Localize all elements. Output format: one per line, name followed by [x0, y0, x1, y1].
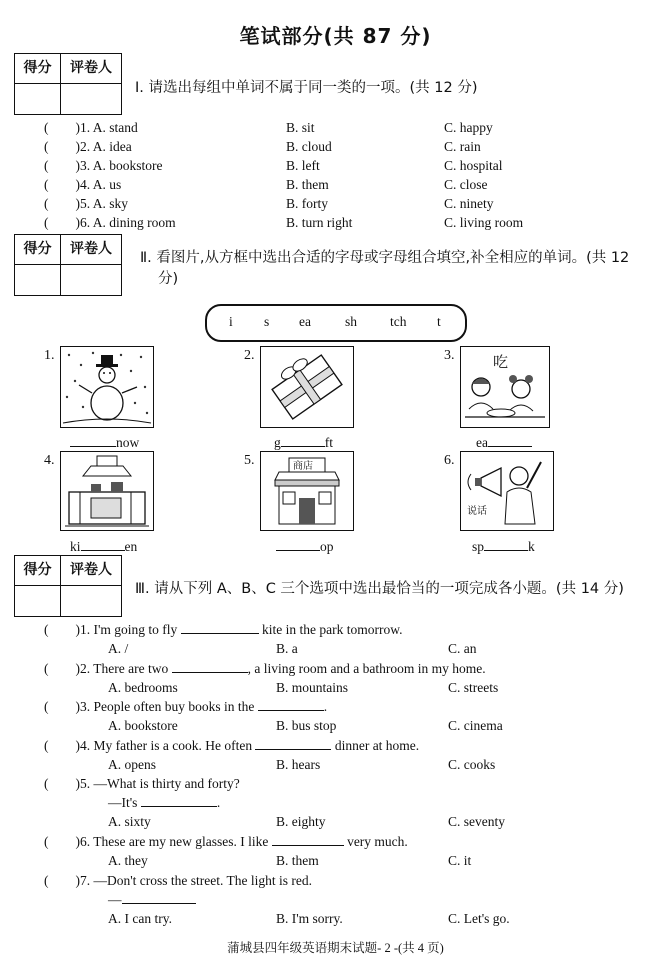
snowman-icon: [61, 347, 153, 427]
answer-blank[interactable]: [141, 806, 217, 807]
item3-word: ea: [476, 433, 532, 452]
answer-blank[interactable]: [255, 749, 331, 750]
option-a: A. they: [108, 853, 148, 868]
question-option-c: C. hospital: [444, 158, 503, 173]
score-input[interactable]: [15, 84, 61, 114]
question-option-a: ( )2. A. idea: [44, 139, 132, 154]
option-b: B. hears: [276, 757, 321, 772]
question-stem: [44, 774, 240, 793]
answer-blank[interactable]: [272, 845, 344, 846]
option-c: C. cooks: [448, 757, 496, 772]
item-number: 3.: [444, 348, 455, 363]
question-option-a: ( )4. A. us: [44, 177, 122, 192]
question-stem: [44, 659, 486, 678]
speak-caption: 说话: [467, 506, 487, 517]
letter-option: tch: [390, 314, 407, 329]
answer-blank[interactable]: [276, 550, 320, 551]
item-number: 6.: [444, 453, 455, 468]
answer-blank[interactable]: [172, 672, 248, 673]
section2-heading-line2: 分): [158, 271, 179, 287]
option-c: C. cinema: [448, 718, 503, 733]
answer-blank[interactable]: [281, 446, 325, 447]
answer-blank[interactable]: [122, 903, 196, 904]
item6-word: sp k: [472, 539, 535, 554]
section3-heading: Ⅲ. 请从下列 A、B、C 三个选项中选出最恰当的一项完成各小题。(共 14 分): [135, 581, 624, 597]
snowman-picture: [60, 346, 154, 428]
option-b: B. I'm sorry.: [276, 911, 343, 926]
section1-heading: Ⅰ. 请选出每组中单词不属于同一类的一项。(共 12 分): [135, 80, 478, 96]
score-label: 得分: [15, 556, 61, 586]
question-response-line: [108, 793, 220, 812]
question-stem: [44, 871, 312, 890]
answer-blank[interactable]: [488, 446, 532, 447]
letter-options-box: [205, 304, 467, 342]
option-a: A. /: [108, 641, 129, 656]
option-a: A. bedrooms: [108, 680, 178, 695]
item1-word: now: [70, 433, 139, 452]
item2-word: g ft: [274, 435, 333, 450]
score-input[interactable]: [15, 586, 61, 616]
answer-blank[interactable]: [484, 550, 528, 551]
letter-option: t: [437, 314, 441, 329]
option-a: A. bookstore: [108, 718, 178, 733]
option-c: C. it: [448, 853, 472, 868]
gift-box-icon: [261, 347, 353, 427]
score-box-2: [14, 234, 122, 296]
kitchen-icon: [61, 452, 153, 530]
shop-building-icon: [261, 452, 353, 530]
grader-input[interactable]: [61, 265, 121, 295]
question-option-b: B. them: [286, 177, 329, 192]
score-label: 得分: [15, 54, 61, 84]
kitchen-picture: [60, 451, 154, 531]
stem-text: ( )5. —What is thirty and forty?: [44, 776, 240, 791]
stem-text: —: [108, 892, 122, 907]
question-stem: [44, 832, 408, 851]
stem-text: ( )3. People often buy books in the: [44, 699, 255, 714]
page-footer: 蒲城县四年级英语期末试题- 2 -(共 4 页): [227, 941, 444, 955]
question-option-b: B. cloud: [286, 139, 332, 154]
stem-text: .: [216, 795, 221, 810]
question-option-a: ( )1. A. stand: [44, 120, 138, 135]
grader-label: 评卷人: [61, 54, 121, 84]
stem-text: ( )6. These are my new glasses. I like: [44, 834, 269, 849]
question-option-b: B. sit: [286, 120, 315, 135]
score-box-3: [14, 555, 122, 617]
option-c: C. an: [448, 641, 477, 656]
option-c: C. seventy: [448, 814, 505, 829]
speaking-picture: [460, 451, 554, 531]
stem-text: ( )2. There are two: [44, 661, 169, 676]
question-option-b: B. left: [286, 158, 320, 173]
grader-label: 评卷人: [61, 556, 121, 586]
option-a: A. sixty: [108, 814, 151, 829]
option-b: B. eighty: [276, 814, 326, 829]
score-box-1: [14, 53, 122, 115]
question-stem: [44, 620, 403, 639]
stem-text: ( )4. My father is a cook. He often: [44, 738, 253, 753]
question-option-c: C. living room: [444, 215, 524, 230]
stem-text: .: [323, 699, 328, 714]
eat-caption: 吃: [493, 353, 509, 371]
option-a: A. opens: [108, 757, 156, 772]
question-option-c: C. happy: [444, 120, 493, 135]
question-option-b: B. turn right: [286, 215, 353, 230]
option-c: C. streets: [448, 680, 499, 695]
option-b: B. bus stop: [276, 718, 337, 733]
grader-input[interactable]: [61, 586, 121, 616]
letter-option: s: [264, 314, 270, 329]
eating-picture: [460, 346, 550, 428]
stem-text: kite in the park tomorrow.: [262, 622, 403, 637]
question-option-c: C. close: [444, 177, 488, 192]
answer-blank[interactable]: [258, 710, 324, 711]
item-number: 2.: [244, 348, 255, 363]
shop-picture: [260, 451, 354, 531]
megaphone-speaker-icon: [461, 452, 553, 530]
answer-blank[interactable]: [81, 550, 125, 551]
question-option-b: B. forty: [286, 196, 328, 211]
children-eating-icon: [461, 347, 549, 427]
option-a: A. I can try.: [108, 911, 172, 926]
answer-blank[interactable]: [70, 446, 116, 447]
stem-text: ( )7. —Don't cross the street. The light is red.: [44, 873, 313, 888]
grader-label: 评卷人: [61, 235, 121, 265]
letter-option: sh: [345, 314, 358, 329]
option-c: C. Let's go.: [448, 911, 510, 926]
item-number: 5.: [244, 453, 255, 468]
question-option-a: ( )6. A. dining room: [44, 215, 176, 230]
item4-word: ki en: [70, 539, 138, 554]
score-input[interactable]: [15, 265, 61, 295]
answer-blank[interactable]: [181, 633, 259, 634]
question-stem: [44, 736, 419, 755]
section2-heading-line1: Ⅱ. 看图片,从方框中选出合适的字母或字母组合填空,补全相应的单词。(共 12: [140, 250, 630, 266]
item-number: 4.: [44, 453, 55, 468]
letter-option: ea: [299, 314, 311, 329]
question-option-c: C. rain: [444, 139, 481, 154]
page-title: 笔试部分(共 87 分): [239, 24, 432, 48]
stem-text: —It's: [108, 795, 138, 810]
stem-text: very much.: [347, 834, 408, 849]
gift-picture: [260, 346, 354, 428]
option-b: B. mountains: [276, 680, 349, 695]
option-b: B. a: [276, 641, 298, 656]
score-label: 得分: [15, 235, 61, 265]
question-response-line: [108, 890, 196, 909]
letter-option: i: [229, 314, 233, 329]
grader-input[interactable]: [61, 84, 121, 114]
stem-text: , a living room and a bathroom in my home.: [247, 661, 486, 676]
option-b: B. them: [276, 853, 319, 868]
question-option-c: C. ninety: [444, 196, 494, 211]
stem-text: dinner at home.: [334, 738, 420, 753]
question-option-a: ( )3. A. bookstore: [44, 158, 163, 173]
question-stem: [44, 697, 327, 716]
stem-text: ( )1. I'm going to fly: [44, 622, 178, 637]
question-option-a: ( )5. A. sky: [44, 196, 128, 211]
item5-word: op: [276, 537, 334, 556]
shop-caption: 商店: [293, 461, 313, 472]
item-number: 1.: [44, 348, 55, 363]
